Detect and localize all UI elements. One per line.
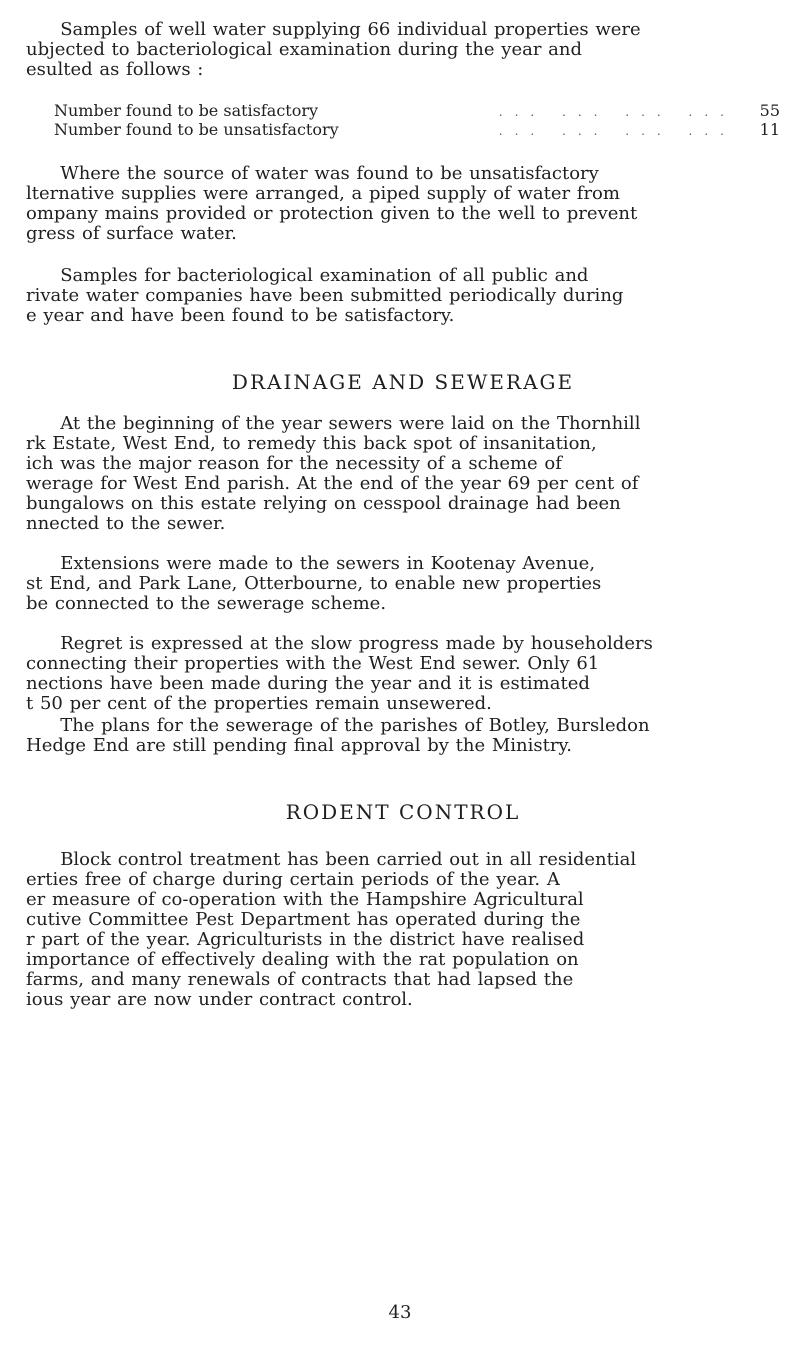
leader-dots: ... ... ... ... — [498, 105, 736, 119]
stat-value-satisfactory: 55 — [759, 101, 780, 120]
stat-label-satisfactory: Number found to be satisfactory — [54, 101, 319, 120]
stat-label-unsatisfactory: Number found to be unsatisfactory — [54, 120, 339, 139]
unsatisfactory-sources-paragraph: Where the source of water was found to be unsatisfactory lternative supplies were arranged, a piped supply of water from ompany mains provided or protection given to the well to prevent gress of surface water. — [26, 163, 638, 244]
drainage-heading: DRAINAGE AND SEWERAGE — [231, 370, 575, 394]
stat-row-unsatisfactory — [26, 121, 780, 140]
rodent-control-paragraph: Block control treatment has been carried out in all residential erties free of charge during certain periods of the year. A er measure of co-operation with the Hampshire Agricultural cutive Committee Pest Department has operated during the r part of the year. Agriculturists in the district have realised importance of effectively dealing with the rat population on farms, and many renewals of contracts that had lapsed the ious year are now under contract control. — [26, 849, 637, 1010]
rodent-control-heading: RODENT CONTROL — [285, 800, 521, 824]
drainage-paragraph-extensions: Extensions were made to the sewers in Kootenay Avenue, st End, and Park Lane, Otterbourne, to enable new properties be connected to the sewerage scheme. — [26, 553, 602, 614]
water-sample-results — [26, 102, 780, 140]
stat-row-satisfactory — [26, 102, 780, 121]
drainage-paragraph-plans: The plans for the sewerage of the parishes of Botley, Bursledon Hedge End are still pending final approval by the Ministry. — [26, 715, 650, 756]
leader-dots: ... ... ... ... — [498, 124, 736, 138]
public-supply-paragraph: Samples for bacteriological examination of all public and rivate water companies have been submitted periodically during e year and have been found to be satisfactory. — [26, 265, 624, 326]
drainage-paragraph-regret: Regret is expressed at the slow progress made by householders connecting their properties with the West End sewer. Only 61 nections have been made during the year and it is estimated t 50 per cent of the properties remain unsewered. — [26, 633, 653, 714]
water-samples-intro: Samples of well water supplying 66 individual properties were ubjected to bacteriological examination during the year and esulted as follows : — [26, 19, 641, 80]
page-number: 43 — [388, 1302, 412, 1323]
drainage-paragraph-thornhill: At the beginning of the year sewers were laid on the Thornhill rk Estate, West End, to remedy this back spot of insanitation, ich was the major reason for the necessity of a scheme of werage for West End parish. At the end of the year 69 per cent of bungalows on this estate relying on cesspool drainage had been nnected to the sewer. — [26, 413, 641, 534]
stat-value-unsatisfactory: 11 — [759, 120, 780, 139]
